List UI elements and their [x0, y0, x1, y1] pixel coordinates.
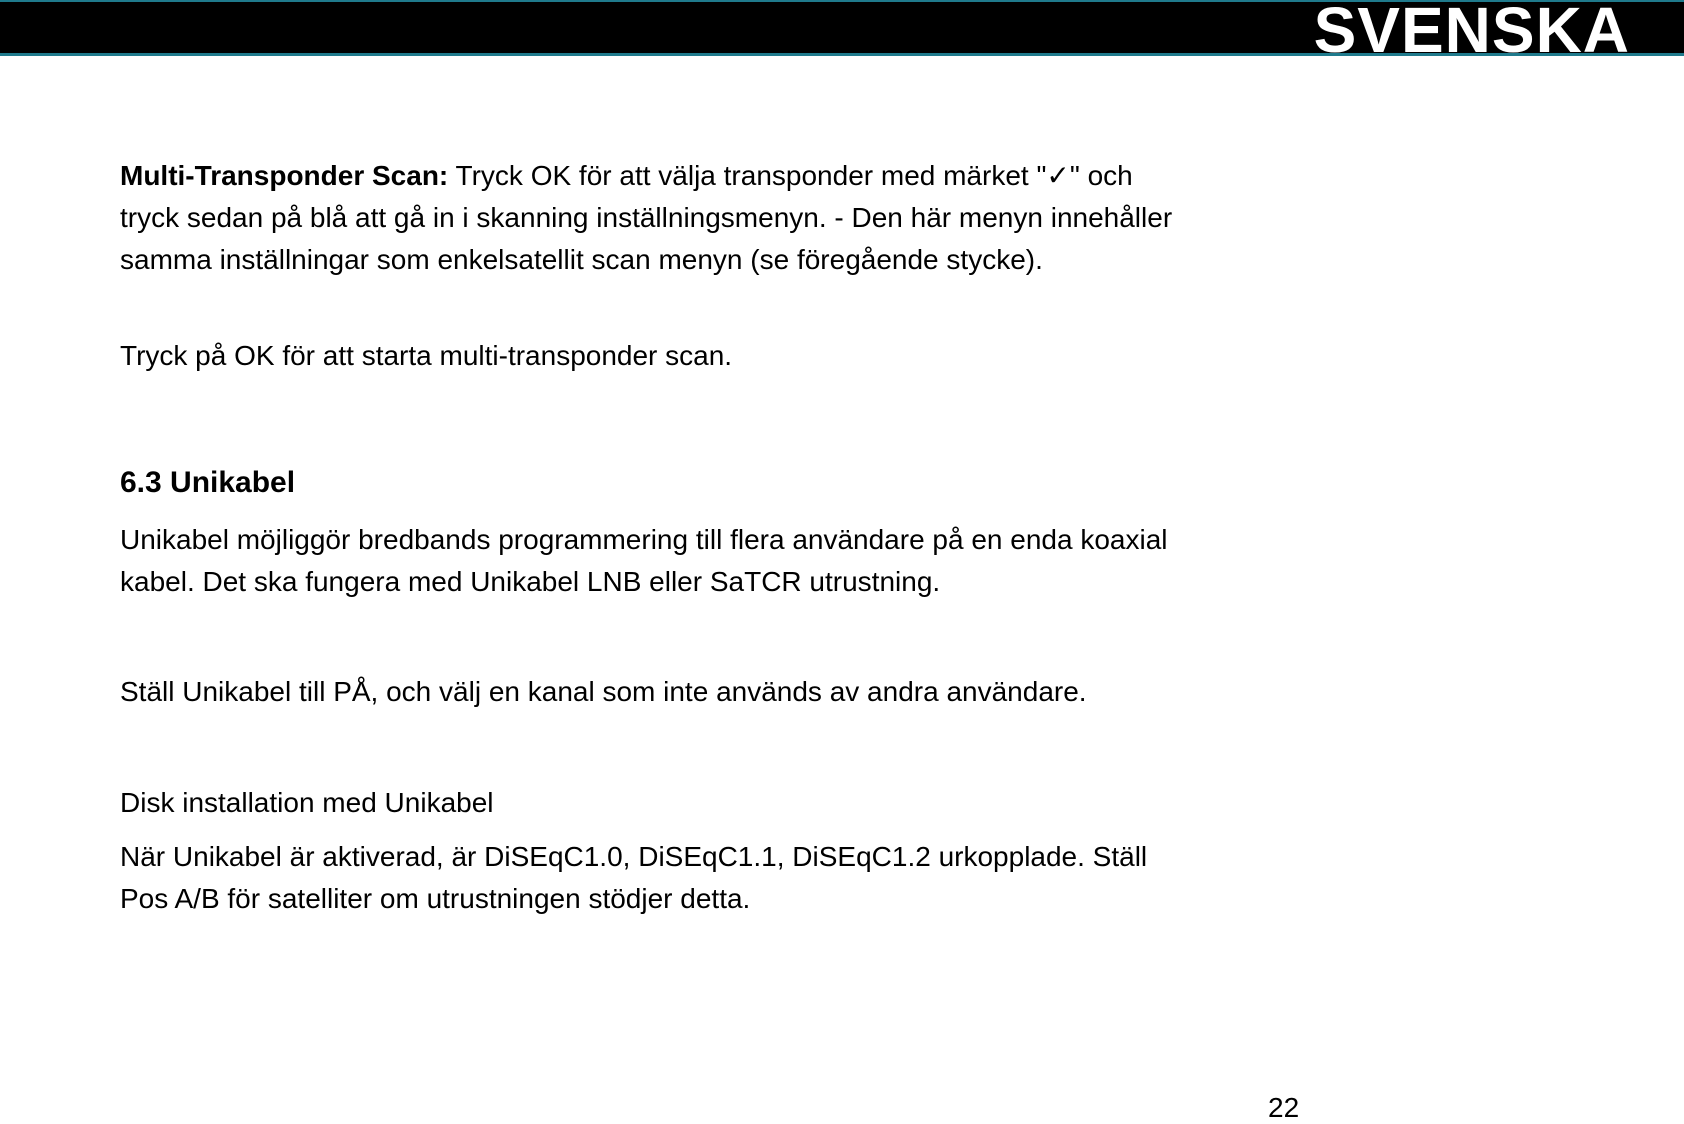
- start-scan-paragraph: Tryck på OK för att starta multi-transponder scan.: [120, 340, 733, 371]
- unikabel-intro-paragraph: [120, 519, 1320, 603]
- multi-scan-line-2: tryck sedan på blå att gå in i skanning inställningsmenyn. - Den här menyn innehåller: [120, 202, 1173, 233]
- disk-line-2: Pos A/B för satelliter om utrustningen stödjer detta.: [120, 883, 751, 914]
- language-title: SVENSKA: [1313, 0, 1630, 66]
- multi-scan-line-1: [120, 155, 1320, 197]
- multi-scan-line-3: samma inställningar som enkelsatellit scan menyn (se föregående stycke).: [120, 244, 1043, 275]
- unikabel-intro-line-2: kabel. Det ska fungera med Unikabel LNB eller SaTCR utrustning.: [120, 566, 941, 597]
- multi-scan-label: Multi-Transponder Scan:: [120, 160, 449, 191]
- disk-installation-paragraph: [120, 836, 1320, 920]
- multi-transponder-scan-paragraph: [120, 155, 1320, 281]
- disk-line-1: När Unikabel är aktiverad, är DiSEqC1.0, DiSEqC1.1, DiSEqC1.2 urkopplade. Ställ: [120, 841, 1148, 872]
- unikabel-intro-line-1: Unikabel möjliggör bredbands programmering till flera användare på en enda koaxial: [120, 524, 1168, 555]
- header-bar: [0, 0, 1684, 66]
- multi-scan-line-1-text: Tryck OK för att välja transponder med märket "✓" och: [448, 160, 1133, 191]
- disk-installation-title: Disk installation med Unikabel: [120, 787, 494, 818]
- section-heading: 6.3 Unikabel: [120, 466, 296, 499]
- page-number: 22: [1268, 1092, 1300, 1123]
- unikabel-set-paragraph: Ställ Unikabel till PÅ, och välj en kanal som inte används av andra användare.: [120, 676, 1087, 707]
